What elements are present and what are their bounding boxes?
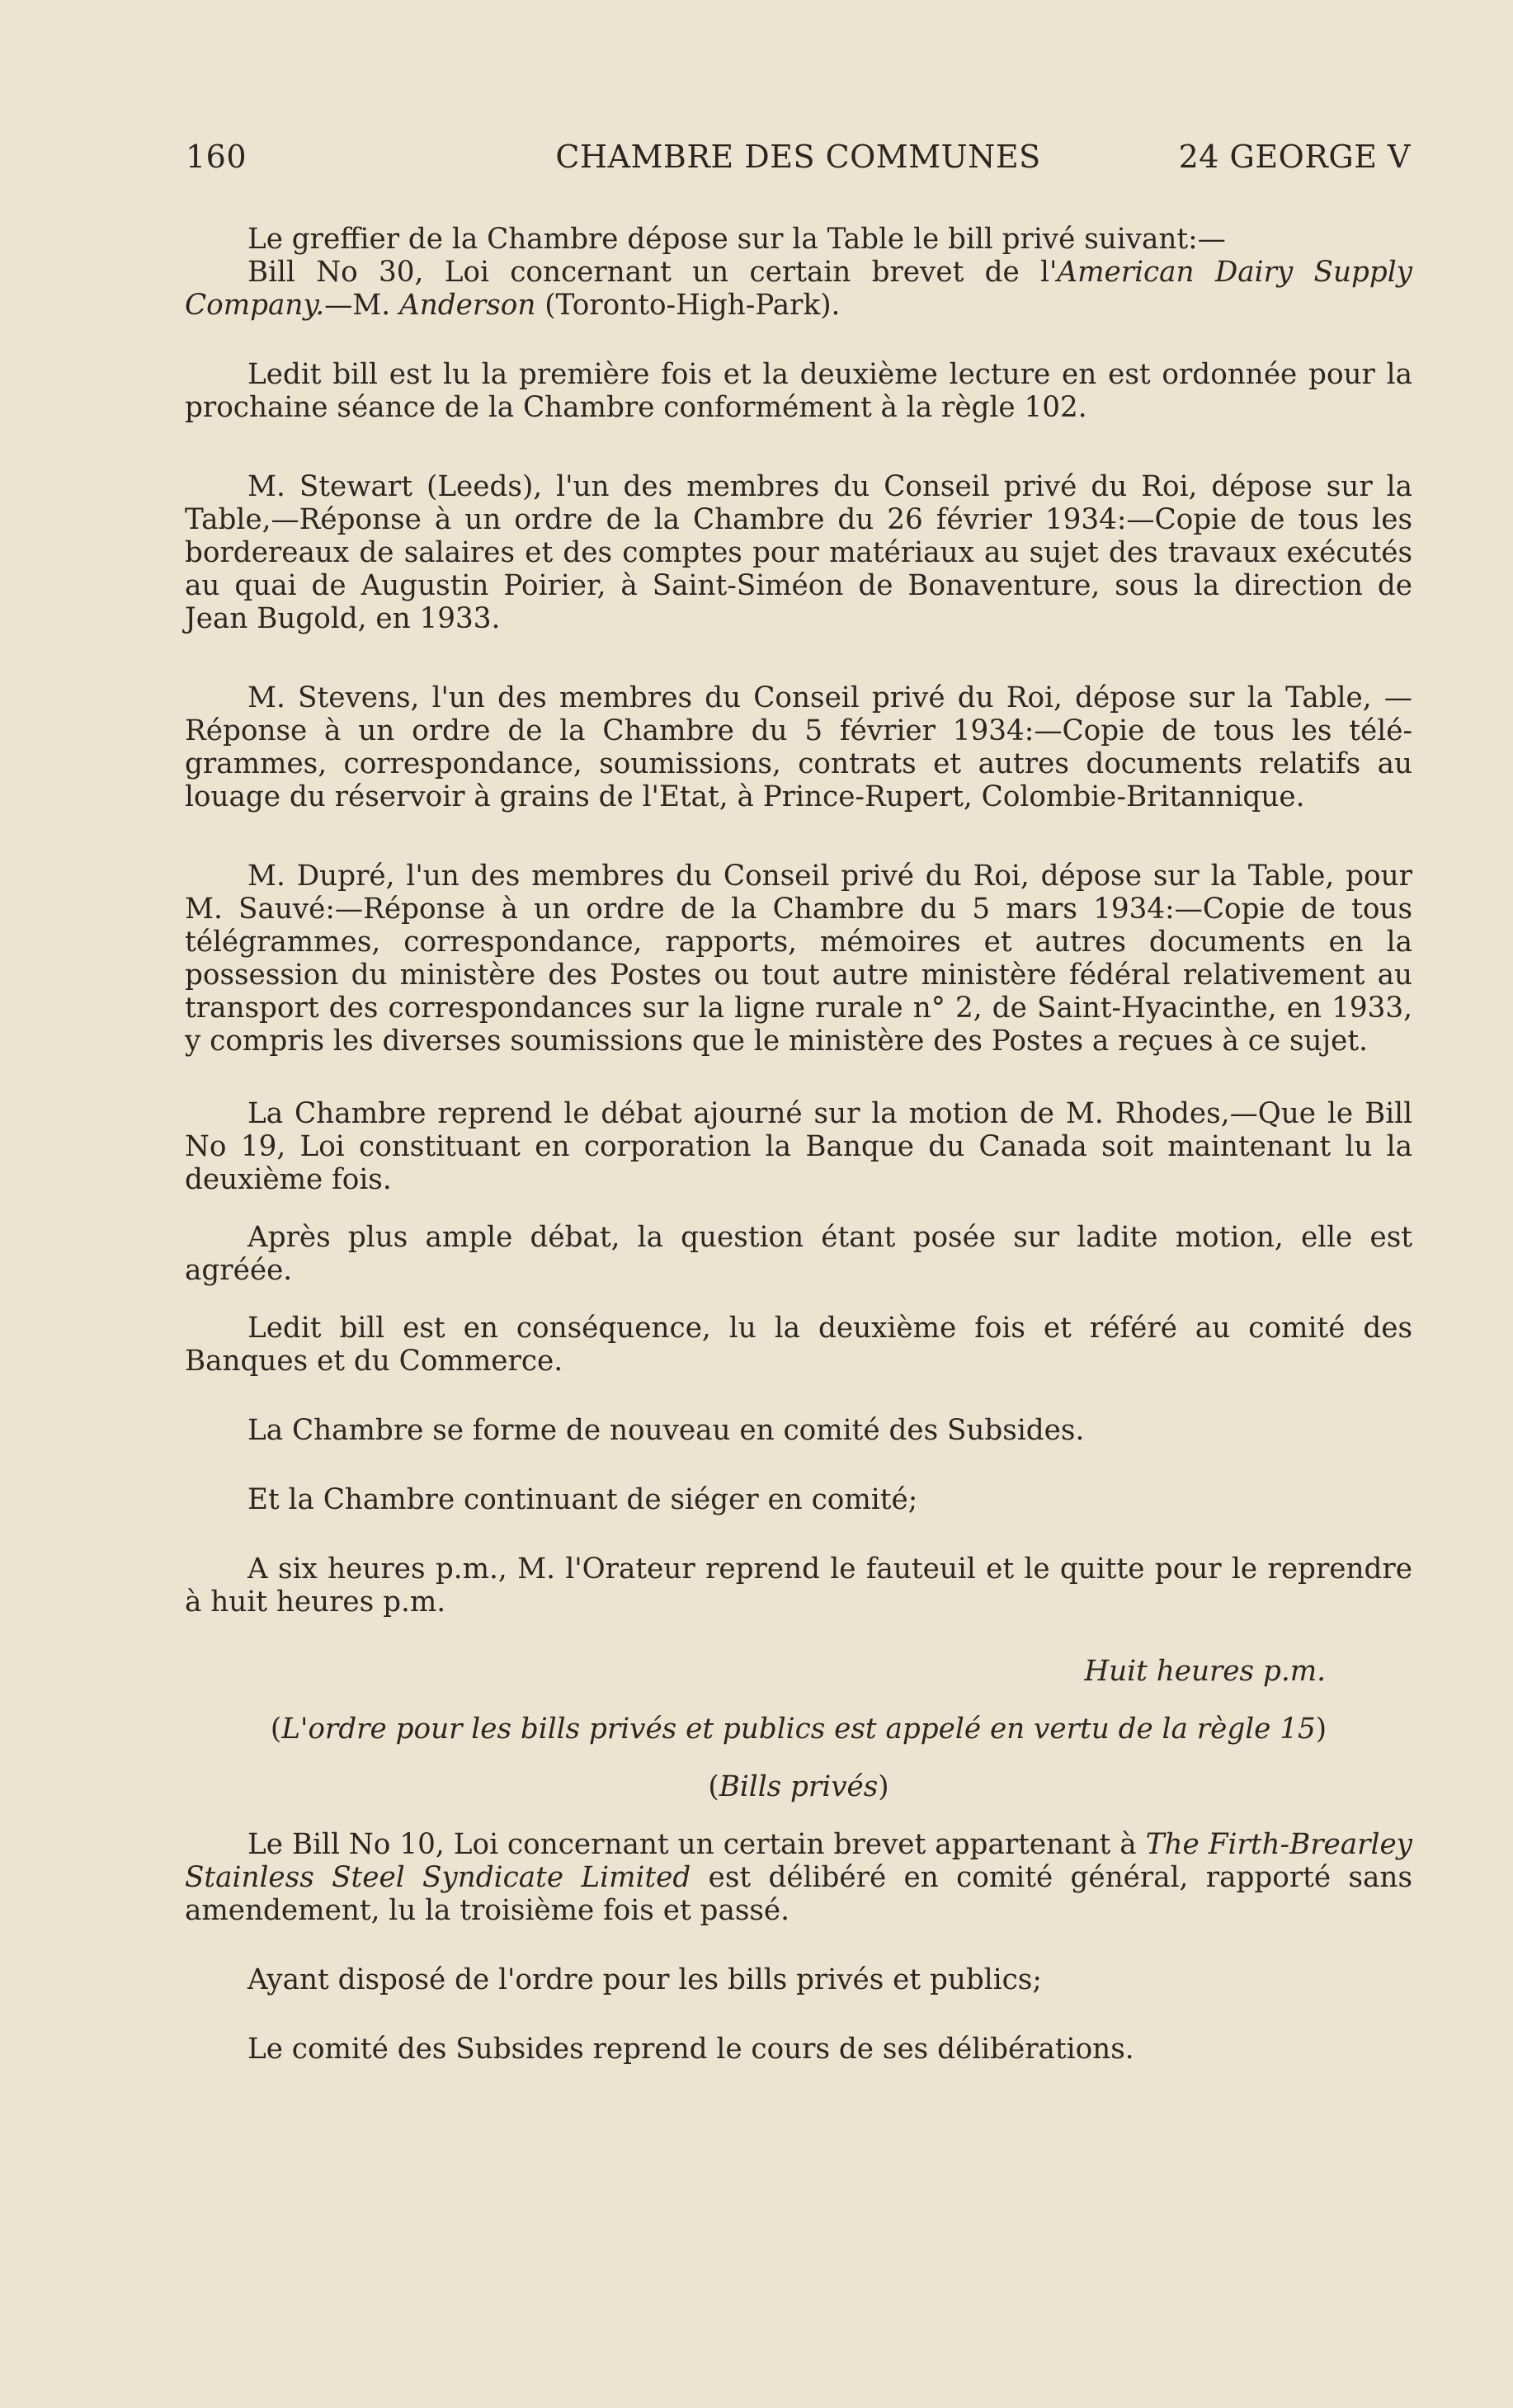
order-note-open: ( [270, 1713, 282, 1746]
paragraph-1: Le greffier de la Chambre dépose sur la Table le bill privé suivant:— [247, 223, 1226, 256]
page-header [186, 139, 1411, 188]
reign-label: 24 GEORGE V [1178, 139, 1411, 175]
paragraph-16-text-c: est délibéré en comité général, rapporté sans amendement, lu la troisième fois et passé. [185, 1861, 1412, 1927]
paragraph-6: M. Dupré, l'un des membres du Conseil privé du Roi, dépose sur la Table, pour M. Sauvé:—Réponse à un ordre de la Chambre du 5 mars 1934:—Copie de tous télégrammes, correspondance, rapports, mémoires et autres documents en la possession du ministère des Postes ou tout autre ministère fédéral relativement au transport des correspondances sur la ligne rurale n° 2, de Saint-Hyacinthe, en 1933, y compris les diverses soumissions que le ministère des Postes a reçues à ce sujet. [185, 860, 1412, 1058]
paragraph-17: Ayant disposé de l'ordre pour les bills privés et publics; [247, 1963, 1042, 1996]
order-note-close: ) [1315, 1713, 1327, 1746]
paragraph-4: M. Stewart (Leeds), l'un des membres du Conseil privé du Roi, dépose sur la Table,—Réponse à un ordre de la Chambre du 26 février 1934:—Copie de tous les bordereaux de salaires et des comptes pour matériaux au sujet des travaux exécutés au quai de Augustin Poirier, à Saint-Siméon de Bonaventure, sous la direction de Jean Bugold, en 1933. [185, 470, 1412, 635]
paragraph-16 [185, 1828, 1412, 1927]
paragraph-2-text-a: Bill No 30, Loi concernant un certain brevet de l' [247, 256, 1058, 289]
paragraph-2-member: Anderson [399, 289, 536, 322]
paragraph-2-company: American Dairy Supply Company. [185, 256, 1412, 322]
paragraph-5: M. Stevens, l'un des membres du Conseil privé du Roi, dépose sur la Table, —Réponse à un ordre de la Chambre du 5 février 1934:—Copie de tous les télégrammes, correspondance, soumissions, contrats et autres documents relatifs au louage du réservoir à grains de l'Etat, à Prince-Rupert, Colombie-Britannique. [185, 681, 1412, 813]
time-heading-text: Huit heures p.m. [1084, 1655, 1326, 1688]
paragraph-16-text-a: Le Bill No 10, Loi concernant un certain brevet appartenant à [247, 1828, 1146, 1861]
order-note-text: L'ordre pour les bills privés et publics est appelé en vertu de la règle 15 [281, 1713, 1316, 1746]
paragraph-11: Et la Chambre continuant de siéger en comité; [247, 1483, 918, 1516]
section-heading [185, 1770, 1412, 1803]
paragraph-16-company: The Firth-Brearley Stainless Steel Syndicate Limited [185, 1828, 1412, 1894]
paragraph-2-text-c: —M. [324, 289, 400, 322]
paragraph-8: Après plus ample débat, la question étant posée sur ladite motion, elle est agréée. [185, 1221, 1412, 1287]
time-heading [185, 1655, 1412, 1688]
paragraph-2-riding: (Toronto-High-Park). [535, 289, 841, 322]
page-body [185, 223, 1412, 2066]
section-heading-text: Bills privés [719, 1770, 879, 1803]
paragraph-2 [185, 256, 1412, 322]
paragraph-3: Ledit bill est lu la première fois et la deuxième lecture en est ordonnée pour la prochaine séance de la Chambre conformément à la règle 102. [185, 358, 1412, 424]
section-heading-open: ( [708, 1770, 719, 1803]
paragraph-7: La Chambre reprend le débat ajourné sur la motion de M. Rhodes,—Que le Bill No 19, Loi constituant en corporation la Banque du Canada soit maintenant lu la deuxième fois. [185, 1097, 1412, 1196]
section-heading-close: ) [878, 1770, 889, 1803]
paragraph-10: La Chambre se forme de nouveau en comité des Subsides. [247, 1414, 1085, 1447]
paragraph-18: Le comité des Subsides reprend le cours de ses délibérations. [247, 2033, 1134, 2066]
page-title: CHAMBRE DES COMMUNES [555, 139, 1041, 175]
page-number: 160 [186, 139, 247, 175]
order-note [185, 1713, 1412, 1746]
paragraph-9: Ledit bill est en conséquence, lu la deuxième fois et référé au comité des Banques et du Commerce. [185, 1312, 1412, 1378]
paragraph-12: A six heures p.m., M. l'Orateur reprend le fauteuil et le quitte pour le reprendre à huit heures p.m. [185, 1553, 1412, 1619]
